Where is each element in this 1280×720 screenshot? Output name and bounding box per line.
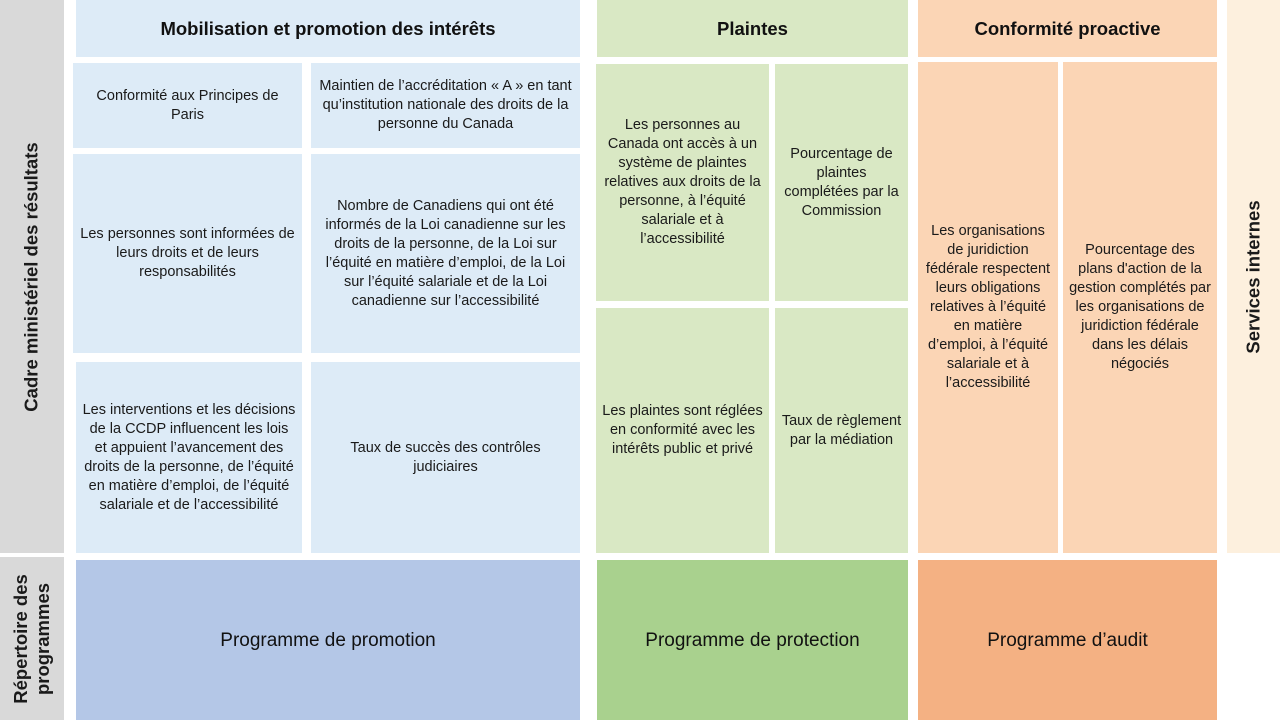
- promotion-program: Programme de promotion: [76, 560, 580, 720]
- compliance-program: Programme d’audit: [918, 560, 1217, 720]
- promotion-header: Mobilisation et promotion des intérêts: [76, 0, 580, 57]
- promotion-indicator-2: Nombre de Canadiens qui ont été informés de la Loi canadienne sur les droits de la personne, de la Loi sur l’équité en matière d’emploi, de la Loi sur l’équité salariale et de la Loi canadienne sur l’accessibilité: [311, 154, 580, 353]
- promotion-result-3: Les interventions et les décisions de la CCDP influencent les lois et appuient l’avancement des droits de la personne, de l’équité en matière d’emploi, de l’équité salariale et de l’accessibilité: [76, 362, 302, 553]
- compliance-header: Conformité proactive: [918, 0, 1217, 57]
- promotion-indicator-1: Maintien de l’accréditation « A » en tant qu’institution nationale des droits de la personne du Canada: [311, 63, 580, 148]
- compliance-indicator-1: Pourcentage des plans d'action de la gestion complétés par les organisations de juridiction fédérale dans les délais négociés: [1063, 62, 1217, 553]
- compliance-result-1: Les organisations de juridiction fédérale respectent leurs obligations relatives à l’équité en matière d’emploi, à l’équité salariale et à l’accessibilité: [918, 62, 1058, 553]
- complaints-result-1: Les personnes au Canada ont accès à un système de plaintes relatives aux droits de la personne, à l’équité salariale et à l’accessibilité: [596, 64, 769, 301]
- promotion-result-1: Conformité aux Principes de Paris: [73, 63, 302, 148]
- complaints-result-2: Les plaintes sont réglées en conformité avec les intérêts public et privé: [596, 308, 769, 553]
- program-inventory-line1: Répertoire des: [10, 573, 32, 704]
- internal-services-label: Services internes: [1227, 0, 1280, 553]
- complaints-indicator-2: Taux de règlement par la médiation: [775, 308, 908, 553]
- promotion-result-2: Les personnes sont informées de leurs droits et de leurs responsabilités: [73, 154, 302, 353]
- promotion-indicator-3: Taux de succès des contrôles judiciaires: [311, 362, 580, 553]
- program-inventory-line2: programmes: [32, 582, 54, 695]
- program-inventory-label: [0, 557, 64, 720]
- complaints-program: Programme de protection: [597, 560, 908, 720]
- framework-label: Cadre ministériel des résultats: [0, 0, 64, 553]
- complaints-header: Plaintes: [597, 0, 908, 57]
- complaints-indicator-1: Pourcentage de plaintes complétées par la Commission: [775, 64, 908, 301]
